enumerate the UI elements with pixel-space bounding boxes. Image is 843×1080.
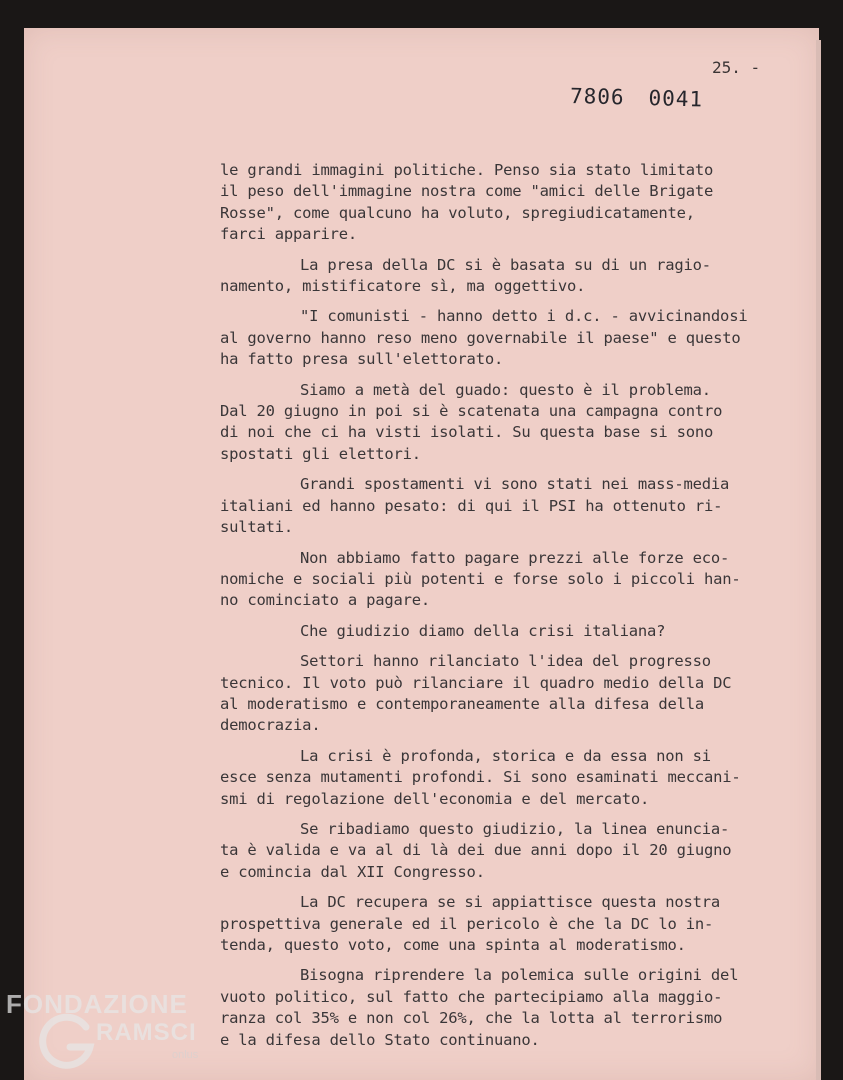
archive-stamp-series: 7806: [569, 83, 625, 110]
fondazione-gramsci-watermark: [0, 985, 220, 1080]
paragraph: "I comunisti - hanno detto i d.c. - avvicinandosi al governo hanno reso meno governabile il paese" e questo ha fatto presa sull'elettorato.: [220, 307, 748, 369]
watermark-line2: RAMSCI: [96, 1019, 197, 1046]
paragraph: le grandi immagini politiche. Penso sia stato limitato il peso dell'immagine nostra come "amici delle Brigate Rosse", come qualcuno ha voluto, spregiudicatamente, farci apparire.: [220, 161, 714, 244]
paragraph: Che giudizio diamo della crisi italiana?: [300, 621, 666, 640]
paragraph: Bisogna riprendere la polemica sulle origini del vuoto politico, sul fatto che partecipiamo alla maggio- ranza col 35% e non col 26%, che la lotta al terrorismo e la difesa dello Stato continuano.: [220, 966, 739, 1049]
watermark-suffix: onlus: [172, 1049, 199, 1061]
archive-stamp: [570, 84, 728, 112]
paragraph: Non abbiamo fatto pagare prezzi alle forze eco- nomiche e sociali più potenti e forse solo i piccoli han- no cominciato a pagare.: [220, 548, 741, 610]
paragraph: La crisi è profonda, storica e da essa non si esce senza mutamenti profondi. Si sono esaminati meccani- smi di regolazione dell'economia e del mercato.: [220, 746, 741, 808]
page-number: 25. -: [712, 58, 761, 77]
gramsci-g-logo-icon: [36, 1011, 98, 1073]
page-edge: [816, 40, 821, 1080]
paragraph: La DC recupera se si appiattisce questa nostra prospettiva generale ed il pericolo è che la DC lo in- tenda, questo voto, come una spinta al moderatismo.: [220, 893, 721, 954]
paragraph: La presa della DC si è basata su di un ragio- namento, mistificatore sì, ma oggettivo.: [220, 255, 711, 296]
paragraph: Se ribadiamo questo giudizio, la linea enuncia- ta è valida e va al di là dei due anni dopo il 20 giugno e comincia dal XII Congresso.: [220, 819, 732, 881]
paragraph: Siamo a metà del guado: questo è il problema. Dal 20 giugno in poi si è scatenata una campagna contro di noi che ci ha visti isolati. Su questa base si sono spostati gli elettori.: [220, 380, 723, 463]
paragraph: Settori hanno rilanciato l'idea del progresso tecnico. Il voto può rilanciare il quadro medio della DC al moderatismo e contemporaneamente alla difesa della democrazia.: [220, 652, 732, 735]
paragraph: Grandi spostamenti vi sono stati nei mass-media italiani ed hanno pesato: di qui il PSI ha ottenuto ri- sultati.: [220, 475, 730, 537]
typed-text-body: [220, 160, 780, 1060]
archive-stamp-sheet: 0041: [648, 86, 704, 112]
watermark-line1: FONDAZIONE: [6, 989, 188, 1019]
